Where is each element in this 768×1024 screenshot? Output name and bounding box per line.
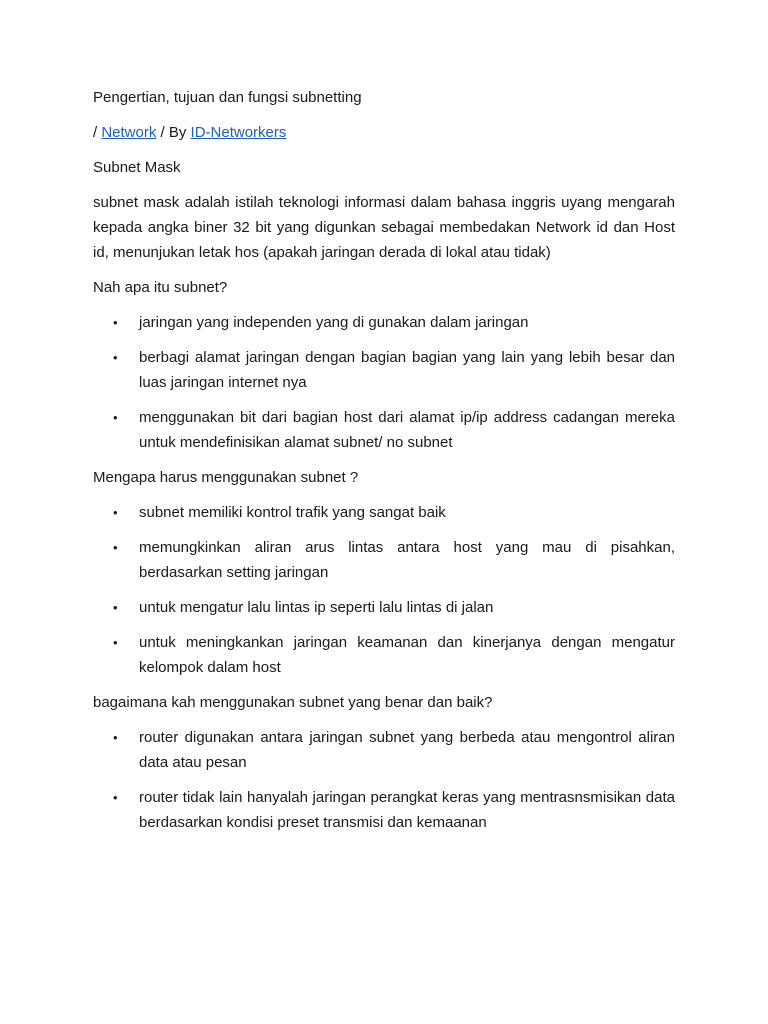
list-item [93,785,675,835]
list-item-text: menggunakan bit dari bagian host dari alamat ip/ip address cadangan mereka untuk mendefinisikan alamat subnet/ no subnet [139,409,675,451]
list-item-text: berbagi alamat jaringan dengan bagian bagian yang lain yang lebih besar dan luas jaringan internet nya [139,349,675,391]
section-heading-subnet-mask: Subnet Mask [93,159,181,176]
bullet-icon: • [113,505,118,520]
section-heading-why-subnet: Mengapa harus menggunakan subnet ? [93,469,359,486]
byline [93,120,675,145]
list-item-text: untuk meningkankan jaringan keamanan dan kinerjanya dengan mengatur kelompok dalam host [139,634,675,676]
author-link[interactable]: ID-Networkers [190,124,287,141]
bullet-list-why-subnet [93,500,675,680]
bullet-icon: • [113,790,118,805]
bullet-list-what-is-subnet [93,310,675,455]
list-item-text: untuk mengatur lalu lintas ip seperti lalu lintas di jalan [139,599,494,616]
byline-prefix: / [93,124,102,141]
bullet-icon: • [113,410,118,425]
list-item-text: memungkinkan aliran arus lintas antara host yang mau di pisahkan, berdasarkan setting jaringan [139,539,675,581]
bullet-list-how-to-use-subnet [93,725,675,835]
list-item-text: router tidak lain hanyalah jaringan perangkat keras yang mentrasnsmisikan data berdasarkan kondisi preset transmisi dan kemaanan [139,789,675,831]
list-item [93,535,675,585]
list-item [93,345,675,395]
bullet-icon: • [113,350,118,365]
paragraph-subnet-mask: subnet mask adalah istilah teknologi informasi dalam bahasa inggris uyang mengarah kepada angka biner 32 bit yang digunkan sebagai membedakan Network id dan Host id, menunjukan letak hos (apakah jaringan derada di lokal atau tidak) [93,194,675,261]
bullet-icon: • [113,730,118,745]
list-item-text: jaringan yang independen yang di gunakan dalam jaringan [139,314,529,331]
bullet-icon: • [113,600,118,615]
list-item [93,595,675,620]
byline-by: / By [156,124,191,141]
bullet-icon: • [113,540,118,555]
list-item-text: subnet memiliki kontrol trafik yang sangat baik [139,504,446,521]
document-page [93,85,675,845]
section-heading-what-is-subnet: Nah apa itu subnet? [93,279,228,296]
list-item [93,310,675,335]
list-item [93,630,675,680]
list-item [93,725,675,775]
category-link[interactable]: Network [101,124,157,141]
section-heading-how-to-use-subnet: bagaimana kah menggunakan subnet yang benar dan baik? [93,694,493,711]
list-item [93,500,675,525]
list-item [93,405,675,455]
list-item-text: router digunakan antara jaringan subnet yang berbeda atau mengontrol aliran data atau pesan [139,729,675,771]
bullet-icon: • [113,635,118,650]
document-title: Pengertian, tujuan dan fungsi subnetting [93,89,362,106]
bullet-icon: • [113,315,118,330]
